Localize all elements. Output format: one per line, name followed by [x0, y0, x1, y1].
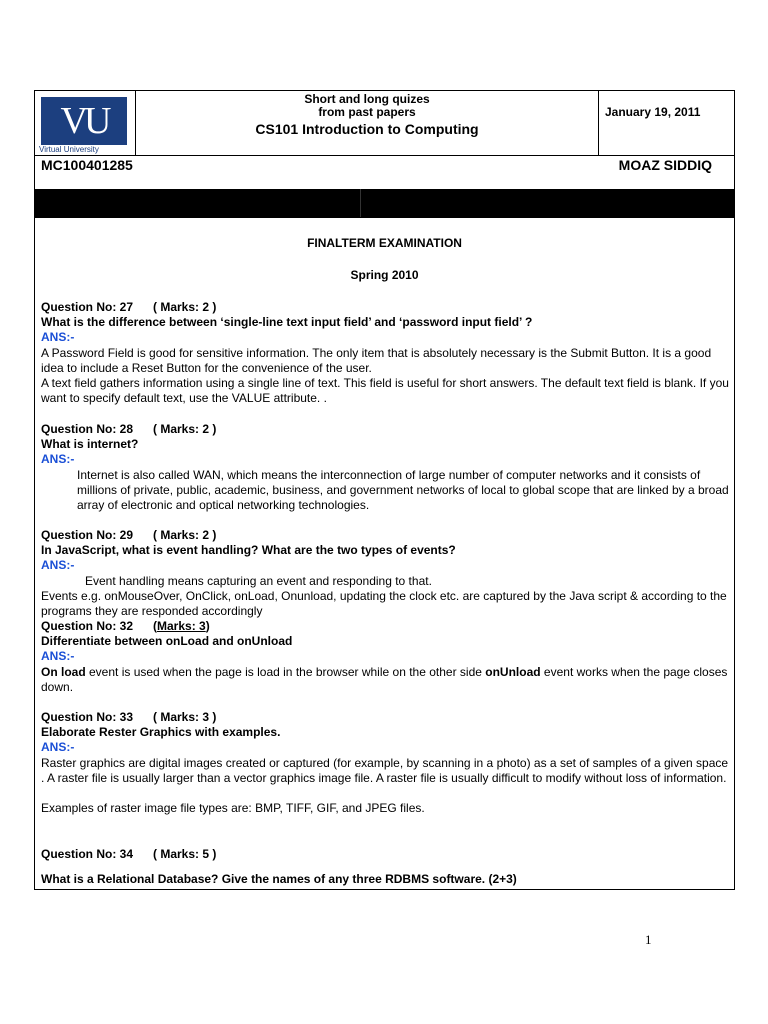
- title-line-1: Short and long quizes: [304, 92, 430, 106]
- question-header: [41, 619, 731, 634]
- marks-value: Marks: 3: [157, 619, 206, 633]
- answer-text: [41, 665, 731, 695]
- question-number: Question No: 29: [41, 528, 134, 542]
- answer-text: Internet is also called WAN, which means the interconnection of large number of computer networks and it consists of millions of private, public, academic, business, and government networks of local to global scope that are linked by a broad array of electronic and optical networking technologies.: [77, 468, 729, 512]
- question-header: [41, 847, 731, 862]
- logo-text: VU: [60, 100, 108, 142]
- header-row: [35, 91, 734, 156]
- document-frame: [34, 90, 735, 890]
- answer-label: ANS:-: [41, 330, 75, 344]
- exam-title: FINALTERM EXAMINATION: [307, 236, 462, 250]
- question-marks: ( Marks: 3 ): [153, 710, 217, 724]
- exam-term: Spring 2010: [350, 268, 419, 282]
- student-id: MC100401285: [41, 157, 133, 173]
- answer-label: ANS:-: [41, 558, 75, 572]
- question-number: Question No: 28: [41, 422, 134, 436]
- logo-cell: [35, 91, 136, 155]
- question-text: Elaborate Rester Graphics with examples.: [41, 725, 281, 739]
- question-text: What is the difference between ‘single-line text input field’ and ‘password input field’ ?: [41, 315, 533, 329]
- answer-text: Events e.g. onMouseOver, OnClick, onLoad, Onunload, updating the clock etc. are captured by the Java script & according to the programs they are responded accordingly: [41, 589, 727, 618]
- answer-text: Event handling means capturing an event and responding to that.: [85, 574, 432, 588]
- question-number: Question No: 32: [41, 619, 134, 633]
- answer-label: ANS:-: [41, 452, 75, 466]
- marks-open: (: [153, 619, 158, 633]
- bar-divider: [360, 189, 361, 217]
- black-bar: [35, 189, 734, 217]
- question-marks: ( Marks: 2 ): [153, 300, 217, 314]
- question-marks: ( Marks: 5 ): [153, 847, 217, 861]
- answer-text: A Password Field is good for sensitive information. The only item that is absolutely necessary is the Submit Button. It is a good idea to include a Reset Button for the convenience of the user.: [41, 346, 712, 375]
- student-name: MOAZ SIDDIQ: [618, 157, 712, 173]
- title-cell: [136, 91, 599, 155]
- question-text: Differentiate between onLoad and onUnload: [41, 634, 293, 648]
- course-title: CS101 Introduction to Computing: [255, 121, 479, 137]
- question-header: [41, 710, 731, 725]
- logo-caption: Virtual University: [39, 145, 99, 154]
- answer-bold: onUnload: [485, 665, 541, 679]
- marks-close: ): [205, 619, 210, 633]
- question-marks: [153, 619, 210, 634]
- question-header: [41, 300, 731, 315]
- answer-text: Raster graphics are digital images created or captured (for example, by scanning in a photo) as a set of samples of a given space . A raster file is usually larger than a vector graphics image file. A raster file is usually difficult to modify without loss of information.: [41, 756, 729, 785]
- document-date: January 19, 2011: [605, 105, 701, 119]
- question-marks: ( Marks: 2 ): [153, 422, 217, 436]
- student-row: [35, 155, 734, 189]
- question-number: Question No: 27: [41, 300, 134, 314]
- title-line-2: from past papers: [318, 105, 416, 119]
- exam-content: [35, 217, 734, 890]
- question-header: [41, 528, 731, 543]
- page-number: 1: [645, 932, 652, 947]
- question-text: What is internet?: [41, 437, 139, 451]
- answer-text: Examples of raster image file types are: BMP, TIFF, GIF, and JPEG files.: [41, 801, 425, 815]
- vu-logo: [41, 97, 127, 145]
- answer-bold: On load: [41, 665, 86, 679]
- answer-text: A text field gathers information using a single line of text. This field is useful for short answers. The default text field is blank. If you want to specify default text, use the VALUE attribute. .: [41, 376, 729, 405]
- date-cell: [599, 91, 734, 155]
- question-header: [41, 422, 731, 437]
- question-text: In JavaScript, what is event handling? What are the two types of events?: [41, 543, 456, 557]
- answer-part: event is used when the page is load in the browser while on the other side: [85, 665, 486, 679]
- answer-label: ANS:-: [41, 740, 75, 754]
- question-text: What is a Relational Database? Give the names of any three RDBMS software. (2+3): [41, 872, 517, 886]
- answer-label: ANS:-: [41, 649, 75, 663]
- answer-part: event works when the page closes down.: [41, 665, 728, 694]
- question-marks: ( Marks: 2 ): [153, 528, 217, 542]
- question-number: Question No: 33: [41, 710, 134, 724]
- question-number: Question No: 34: [41, 847, 134, 861]
